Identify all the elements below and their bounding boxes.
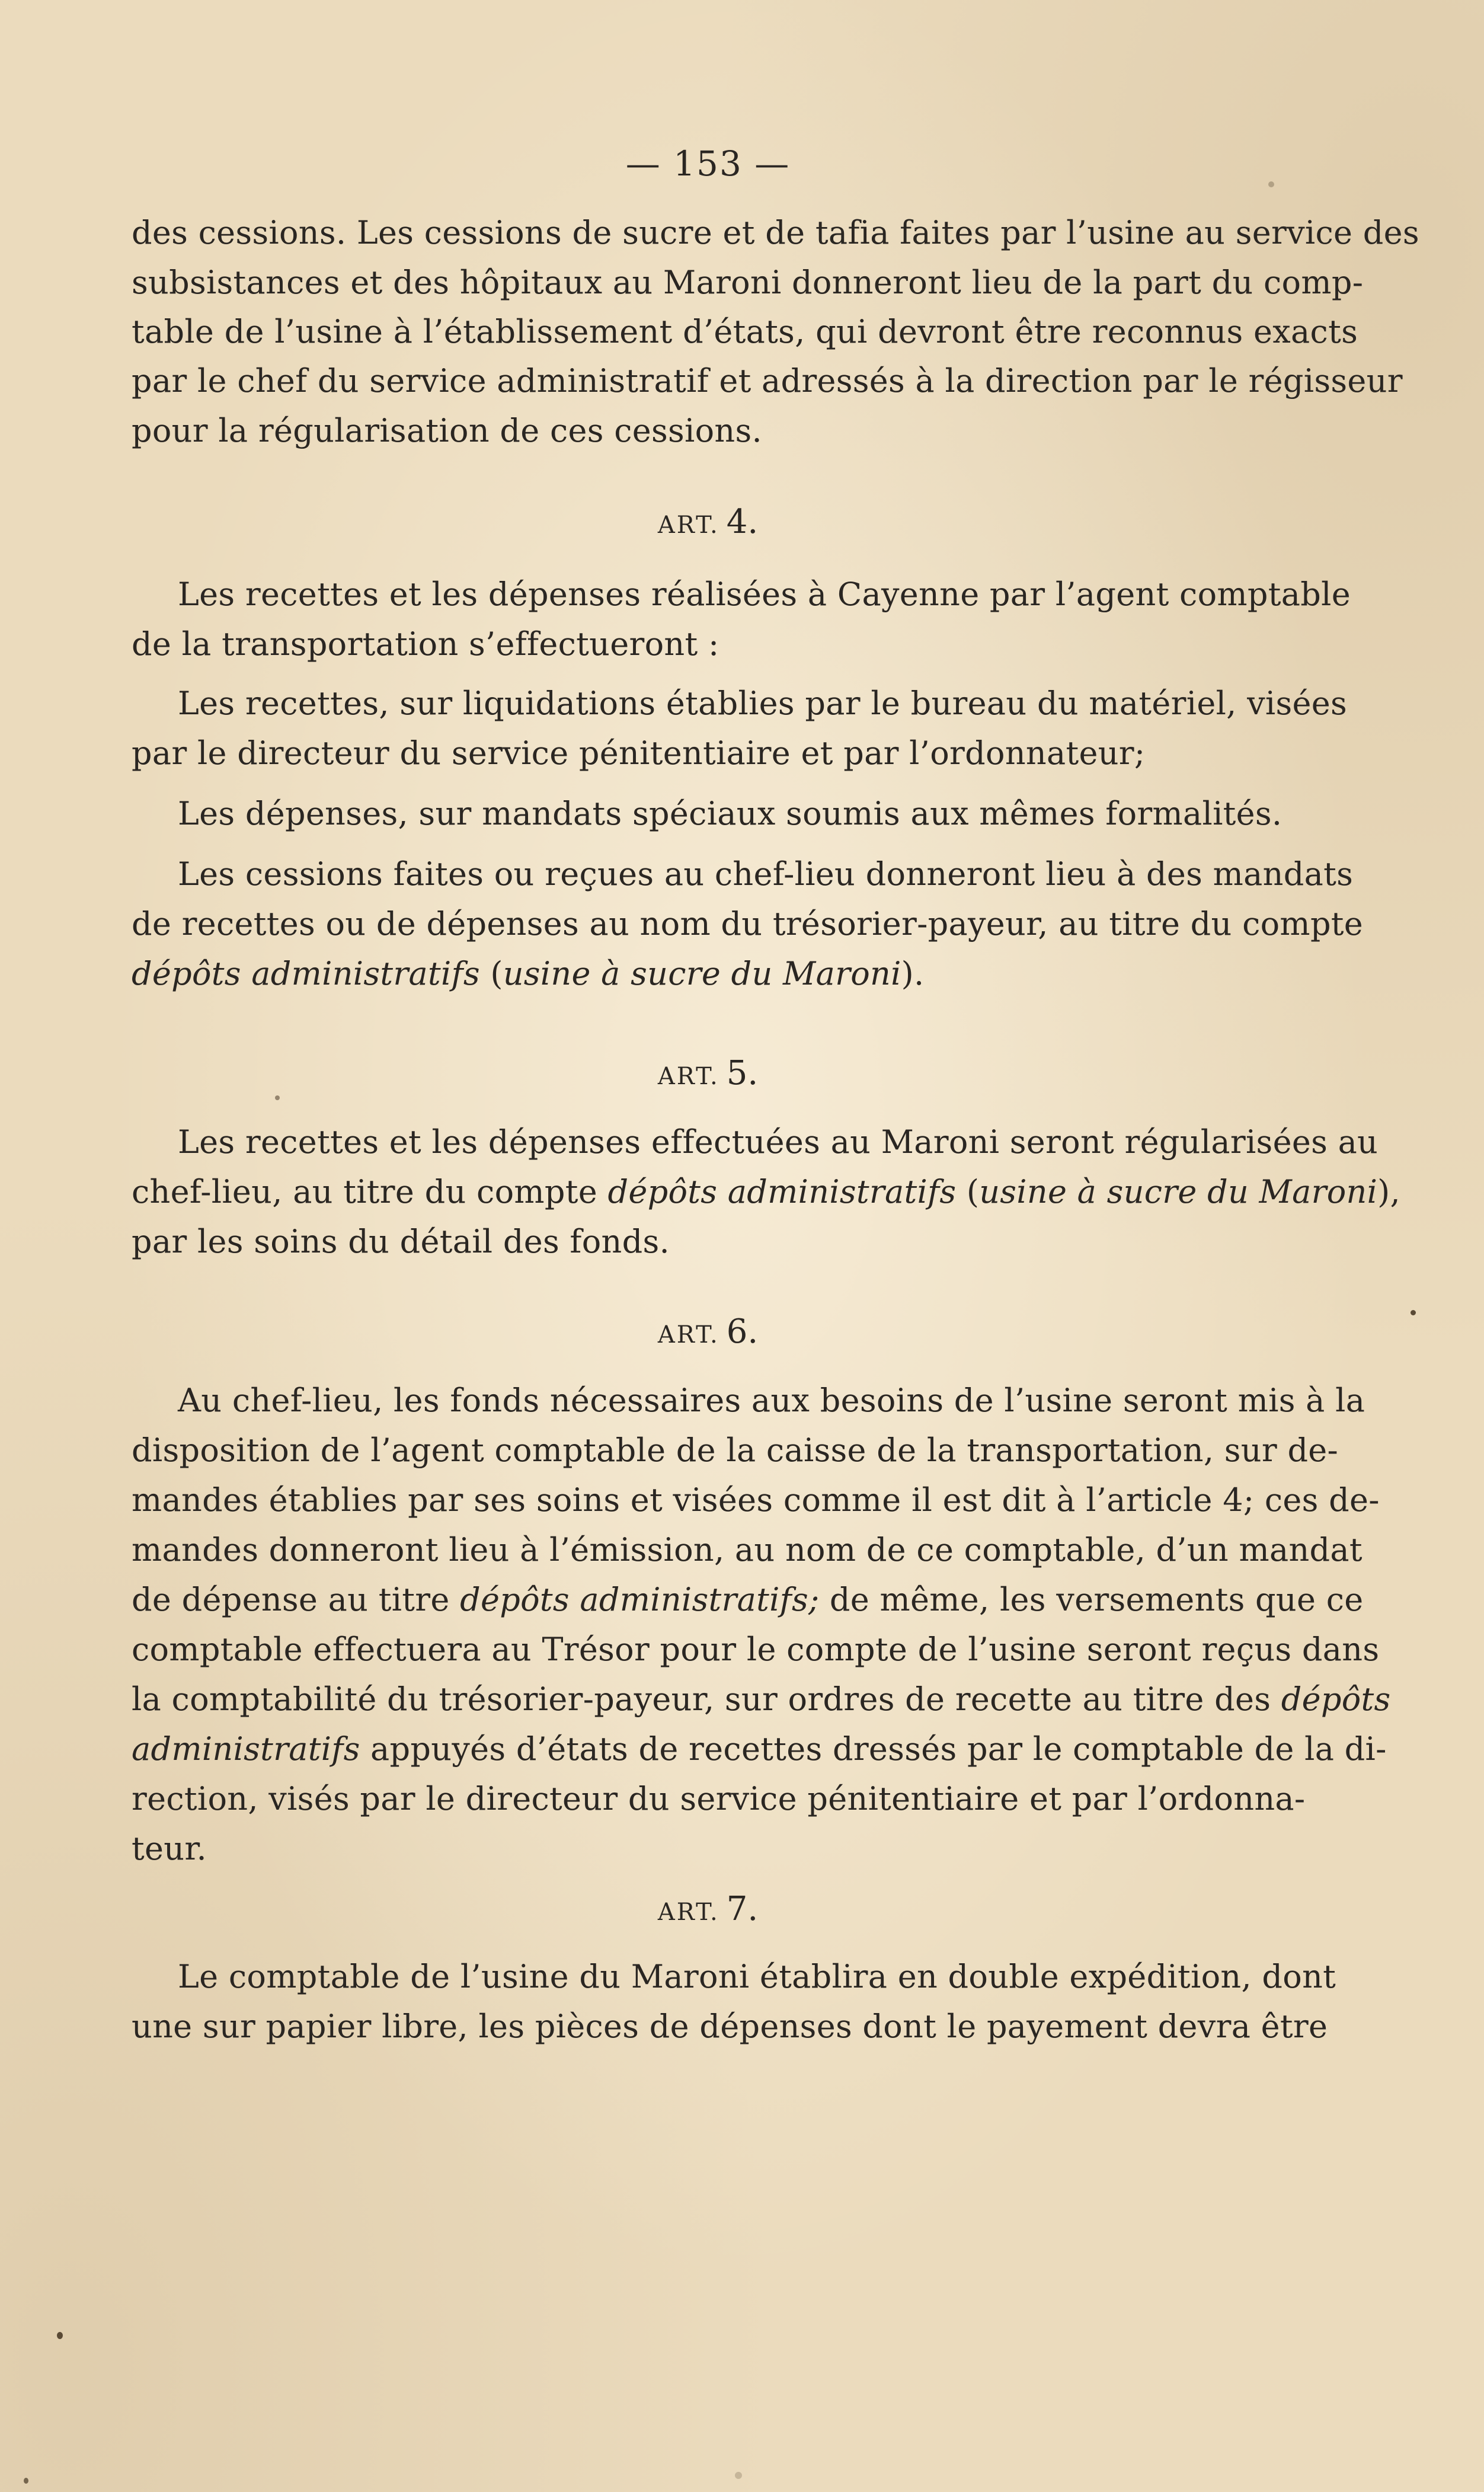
art4-p1-line-1: Les recettes et les dépenses réalisées à Cayenne par l’agent comptable [178, 576, 1351, 613]
art6-line-7-italic: dépôts [1281, 1680, 1391, 1718]
page-number: — 153 — [625, 143, 791, 184]
art6-line-1: Au chef-lieu, les fonds nécessaires aux besoins de l’usine seront mis à la [178, 1382, 1365, 1419]
art6-line-10: teur. [132, 1830, 207, 1867]
intro-line-3: table de l’usine à l’établissement d’états, qui devront être reconnus exacts [132, 313, 1358, 350]
art4-p1-line-2: de la transportation s’effectueront : [132, 625, 719, 663]
article-7-heading [132, 1890, 1284, 1928]
art4-p4-paren-open: ( [479, 955, 503, 992]
art4-p4-line-2: de recettes ou de dépenses au nom du trésorier-payeur, au titre du compte [132, 905, 1364, 943]
art6-line-9: rection, visés par le directeur du service pénitentiaire et par l’ordonna- [132, 1780, 1306, 1817]
art4-p4-paren-italic: usine à sucre du Maroni [503, 955, 901, 992]
art4-p2-line-2: par le directeur du service pénitentiaire et par l’ordonnateur; [132, 734, 1146, 772]
paper-speck [275, 1095, 280, 1100]
art6-line-3: mandes établies par ses soins et visées comme il est dit à l’article 4; ces de- [132, 1481, 1380, 1519]
art6-line-5-italic: dépôts administratifs; [460, 1581, 820, 1618]
intro-line-2: subsistances et des hôpitaux au Maroni donneront lieu de la part du comp- [132, 264, 1364, 301]
art4-p4-italic: dépôts administratifs [132, 955, 480, 992]
art6-line-7 [132, 1679, 1391, 1720]
art6-line-7-pre: la comptabilité du trésorier-payeur, sur ordres de recette au titre des [132, 1680, 1281, 1718]
art4-p3-line-1: Les dépenses, sur mandats spéciaux soumis aux mêmes formalités. [178, 795, 1282, 832]
paper-speck [1411, 1310, 1416, 1315]
art5-line-2-italic-1: dépôts administratifs [607, 1173, 957, 1210]
paper-speck [735, 2472, 742, 2479]
article-5-heading [132, 1054, 1284, 1092]
art5-line-2 [132, 1171, 1401, 1213]
art5-line-3: par les soins du détail des fonds. [132, 1223, 670, 1260]
art5-line-2-post: ), [1377, 1173, 1401, 1210]
art6-line-8-italic: administratifs [132, 1730, 360, 1768]
art7-line-1: Le comptable de l’usine du Maroni établira en double expédition, dont [178, 1958, 1336, 1995]
art6-line-6: comptable effectuera au Trésor pour le compte de l’usine seront reçus dans [132, 1631, 1380, 1668]
art4-p4-line-3 [132, 953, 1284, 995]
art5-line-2-mid: ( [956, 1173, 980, 1210]
article-4-heading [132, 503, 1284, 541]
art5-line-2-italic-2: usine à sucre du Maroni [979, 1173, 1378, 1210]
art4-p4-line-1: Les cessions faites ou reçues au chef-lieu donneront lieu à des mandats [178, 855, 1354, 893]
art5-line-2-pre: chef-lieu, au titre du compte [132, 1173, 608, 1210]
art7-line-2: une sur papier libre, les pièces de dépenses dont le payement devra être [132, 2008, 1328, 2045]
art6-line-5-post: de même, les versements que ce [819, 1581, 1364, 1618]
art6-line-5 [132, 1579, 1364, 1621]
art4-p2-line-1: Les recettes, sur liquidations établies par le bureau du matériel, visées [178, 685, 1347, 722]
article-6-heading [132, 1312, 1284, 1351]
paper-speck [24, 2478, 28, 2484]
paper-speck [1268, 181, 1274, 187]
article-5-title: ART. [657, 1063, 719, 1090]
art4-p4-paren-close: ). [901, 955, 925, 992]
art6-line-4: mandes donneront lieu à l’émission, au nom de ce comptable, d’un mandat [132, 1531, 1363, 1568]
intro-line-1: des cessions. Les cessions de sucre et de tafia faites par l’usine au service des [132, 214, 1419, 251]
art6-line-8-post: appuyés d’états de recettes dressés par le comptable de la di- [360, 1730, 1387, 1768]
art5-line-1: Les recettes et les dépenses effectuées au Maroni seront régularisées au [178, 1123, 1379, 1161]
article-4-number: 4. [726, 503, 759, 541]
paper-speck [57, 2332, 63, 2339]
article-4-title: ART. [657, 512, 719, 539]
intro-line-5: pour la régularisation de ces cessions. [132, 412, 762, 449]
article-6-title: ART. [657, 1321, 719, 1349]
art6-line-2: disposition de l’agent comptable de la caisse de la transportation, sur de- [132, 1432, 1339, 1469]
article-6-number: 6. [726, 1312, 759, 1351]
article-7-number: 7. [726, 1890, 759, 1928]
article-7-title: ART. [657, 1899, 719, 1926]
art6-line-5-pre: de dépense au titre [132, 1581, 460, 1618]
art6-line-8 [132, 1729, 1387, 1770]
article-5-number: 5. [726, 1054, 759, 1092]
intro-line-4: par le chef du service administratif et adressés à la direction par le régisseur [132, 362, 1403, 400]
